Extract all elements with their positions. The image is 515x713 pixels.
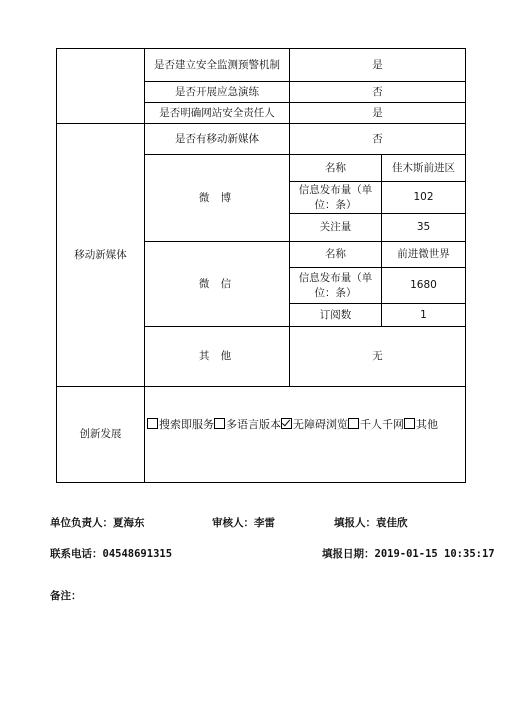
other-value: 无 [290,327,466,387]
checkbox-icon[interactable] [147,418,158,429]
weibo-count-value: 102 [382,182,466,214]
weixin-count-value: 1680 [382,268,466,304]
reviewer: 审核人：李雷 [212,517,275,529]
weixin-sub-value: 1 [382,304,466,327]
row-value: 是 [290,103,466,124]
filler: 填报人：袁佳欣 [334,517,408,529]
option-accessibility[interactable] [281,418,348,431]
weixin-sub-label: 订阅数 [290,304,382,327]
table-row [57,49,466,82]
option-label: 多语言版本 [226,418,281,431]
row-label: 是否开展应急演练 [145,82,290,103]
table-row [57,124,466,155]
row-value: 否 [290,82,466,103]
weibo-label: 微 博 [145,155,290,242]
remark: 备注： [50,590,82,602]
weibo-follow-label: 关注量 [290,214,382,242]
checkbox-checked-icon[interactable] [281,418,292,429]
option-label: 其他 [416,418,438,431]
weixin-name-label: 名称 [290,242,382,268]
weibo-follow-value: 35 [382,214,466,242]
row-label: 是否明确网站安全责任人 [145,103,290,124]
weixin-name-value: 前进微世界 [382,242,466,268]
option-personalized[interactable] [348,418,404,431]
row-value: 否 [290,124,466,155]
weixin-count-label: 信息发布量（单位：条） [290,268,382,304]
unit-leader: 单位负责人：夏海东 [50,517,145,529]
fill-date: 填报日期：2019-01-15 10:35:17 [322,548,495,560]
blank-cell [57,49,145,124]
contact-phone: 联系电话：04548691315 [50,548,173,560]
option-multi-language[interactable] [214,418,281,431]
weibo-name-value: 佳木斯前进区 [382,155,466,182]
option-label: 千人千网 [360,418,404,431]
option-other[interactable] [404,418,438,431]
row-label: 是否有移动新媒体 [145,124,290,155]
checkbox-icon[interactable] [404,418,415,429]
weibo-name-label: 名称 [290,155,382,182]
option-label: 搜索即服务 [159,418,214,431]
row-value: 是 [290,49,466,82]
table-row [57,387,466,483]
mobile-media-label: 移动新媒体 [57,124,145,387]
weixin-label: 微 信 [145,242,290,327]
innovation-options [145,387,466,483]
checkbox-icon[interactable] [214,418,225,429]
innovation-label: 创新发展 [57,387,145,483]
option-label: 无障碍浏览 [293,418,348,431]
weibo-count-label: 信息发布量（单位：条） [290,182,382,214]
option-search-service[interactable] [147,418,214,431]
report-table [56,48,466,483]
row-label: 是否建立安全监测预警机制 [145,49,290,82]
checkbox-icon[interactable] [348,418,359,429]
other-label: 其 他 [145,327,290,387]
